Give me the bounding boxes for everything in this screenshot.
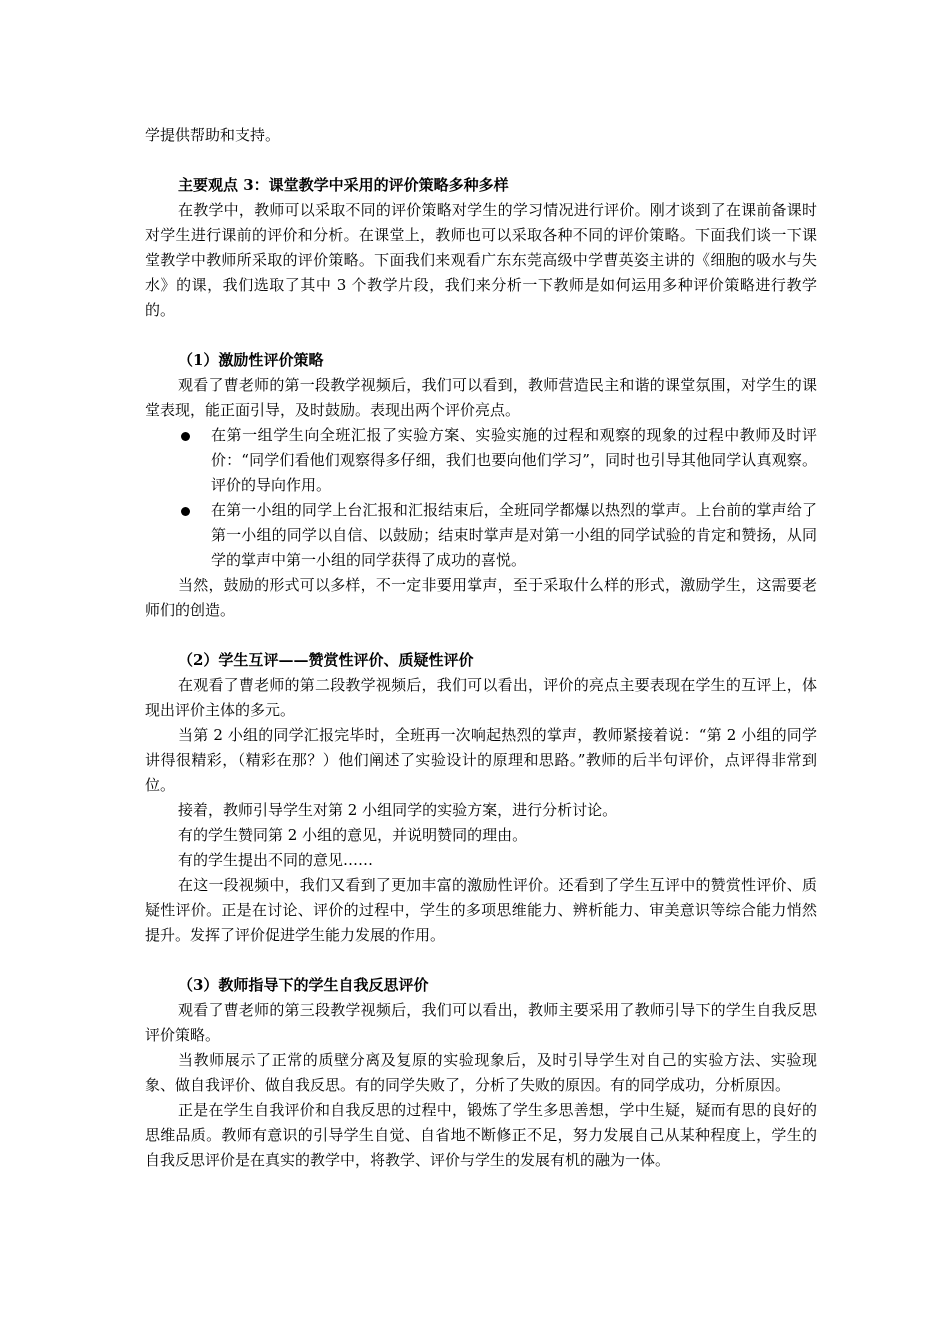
document-body bbox=[145, 123, 817, 1173]
paragraph-s1-1: 观看了曹老师的第一段教学视频后，我们可以看到，教师营造民主和谐的课堂氛围，对学生的课堂表现，能正面引导，及时鼓励。表现出两个评价亮点。 bbox=[145, 376, 817, 419]
heading-section-3: （3）教师指导下的学生自我反思评价 bbox=[178, 976, 429, 994]
paragraph-main: 在教学中，教师可以采取不同的评价策略对学生的学习情况进行评价。刚才谈到了在课前备课时对学生进行课前的评价和分析。在课堂上，教师也可以采取各种不同的评价策略。下面我们谈一下课堂教学中教师所采取的评价策略。下面我们来观看广东东莞高级中学曹英姿主讲的《细胞的吸水与失水》的课，我们选取了其中 3 个教学片段，我们来分析一下教师是如何运用多种评价策略进行教学的。 bbox=[145, 201, 817, 319]
bullet-item bbox=[145, 423, 817, 498]
paragraph-s1-2: 当然，鼓励的形式可以多样，不一定非要用掌声，至于采取什么样的形式，激励学生，这需要老师们的创造。 bbox=[145, 576, 817, 619]
paragraph-s2-6: 在这一段视频中，我们又看到了更加丰富的激励性评价。还看到了学生互评中的赞赏性评价、质疑性评价。正是在讨论、评价的过程中，学生的多项思维能力、辨析能力、审美意识等综合能力悄然提升。发挥了评价促进学生能力发展的作用。 bbox=[145, 876, 817, 944]
heading-main-point-3: 主要观点 3：课堂教学中采用的评价策略多种多样 bbox=[178, 176, 509, 194]
paragraph-s2-2: 当第 2 小组的同学汇报完毕时，全班再一次响起热烈的掌声，教师紧接着说：“第 2 小组的同学讲得很精彩，（精彩在那？）他们阐述了实验设计的原理和思路。”教师的后半句评价，点评得非常到位。 bbox=[145, 726, 817, 794]
paragraph-s2-5: 有的学生提出不同的意见…… bbox=[178, 851, 374, 869]
paragraph-intro-tail: 学提供帮助和支持。 bbox=[145, 126, 281, 144]
paragraph-s2-3: 接着，教师引导学生对第 2 小组同学的实验方案，进行分析讨论。 bbox=[178, 801, 618, 819]
paragraph-s2-1: 在观看了曹老师的第二段教学视频后，我们可以看出，评价的亮点主要表现在学生的互评上，体现出评价主体的多元。 bbox=[145, 676, 817, 719]
bullet-text: 在第一小组的同学上台汇报和汇报结束后，全班同学都爆以热烈的掌声。上台前的掌声给了第一小组的同学以自信、以鼓励；结束时掌声是对第一小组的同学试验的肯定和赞扬，从同学的掌声中第一小组的同学获得了成功的喜悦。 bbox=[211, 501, 817, 569]
heading-section-1: （1）激励性评价策略 bbox=[178, 351, 324, 369]
paragraph-s3-3: 正是在学生自我评价和自我反思的过程中，锻炼了学生多思善想，学中生疑，疑而有思的良好的思维品质。教师有意识的引导学生自觉、自省地不断修正不足，努力发展自己从某种程度上，学生的自我反思评价是在真实的教学中，将教学、评价与学生的发展有机的融为一体。 bbox=[145, 1101, 817, 1169]
paragraph-s3-2: 当教师展示了正常的质壁分离及复原的实验现象后，及时引导学生对自己的实验方法、实验现象、做自我评价、做自我反思。有的同学失败了，分析了失败的原因。有的同学成功，分析原因。 bbox=[145, 1051, 817, 1094]
bullet-text: 在第一组学生向全班汇报了实验方案、实验实施的过程和观察的现象的过程中教师及时评价：“同学们看他们观察得多仔细，我们也要向他们学习”，同时也引导其他同学认真观察。评价的导向作用。 bbox=[211, 426, 817, 494]
bullet-dot-icon bbox=[181, 432, 190, 441]
heading-section-2: （2）学生互评——赞赏性评价、质疑性评价 bbox=[178, 651, 474, 669]
paragraph-s2-4: 有的学生赞同第 2 小组的意见，并说明赞同的理由。 bbox=[178, 826, 528, 844]
bullet-item bbox=[145, 498, 817, 573]
paragraph-s3-1: 观看了曹老师的第三段教学视频后，我们可以看出，教师主要采用了教师引导下的学生自我反思评价策略。 bbox=[145, 1001, 817, 1044]
bullet-dot-icon bbox=[181, 507, 190, 516]
